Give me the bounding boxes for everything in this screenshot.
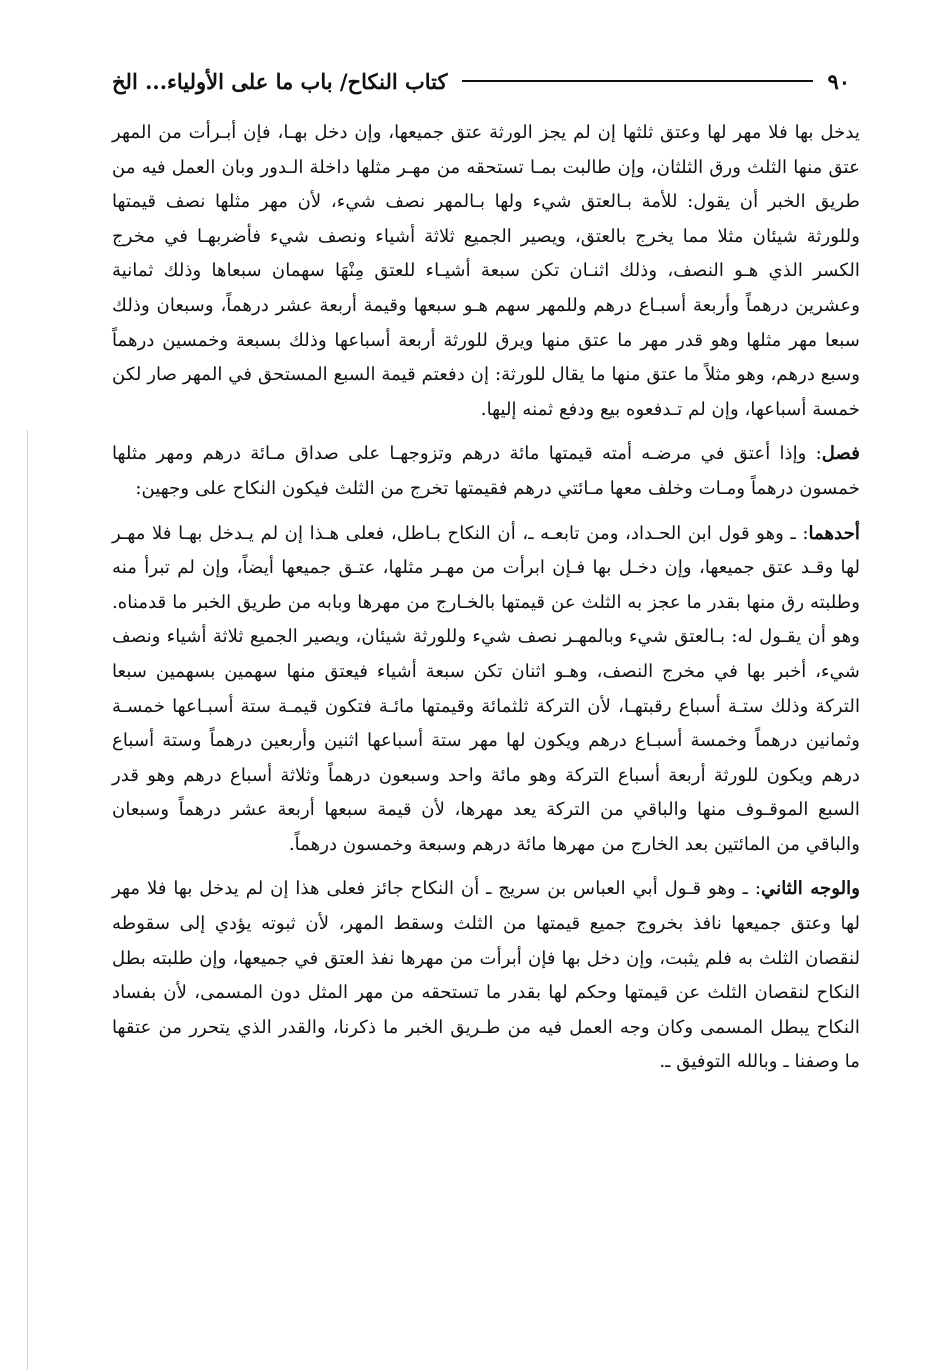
scan-margin-line <box>27 430 28 1370</box>
paragraph-text: : ـ وهو قـول أبي العباس بن سريج ـ أن النكاح جائز فعلى هذا إن لم يدخل بها فلا مهر لها وعتق جميعها نافذ بخروج جميع قيمتها من الثلث وسقط المهر، لأن ثبوته يؤدي إلى سقوطه لنقصان الثلث به فلم يثبت، وإن دخل بها فإن أبرأت من مهرها نفذ العتق في جميعها، وإن طلبته بطل النكاح لنقصان الثلث عن قيمتها وحكم لها بقدر ما تستحقه من مهر المثل دون المسمى، لأن بفساد النكاح يبطل المسمى وكان وجه العمل فيه من طـريق الخبر ما ذكرنا، والقدر الذي يتحرر من عتقها ما وصفنا ـ وبالله التوفيق ـ. <box>112 878 860 1073</box>
running-title: كتاب النكاح/ باب ما على الأولياء... الخ <box>112 68 448 94</box>
paragraph-second-view <box>112 872 860 1080</box>
page-body <box>112 116 860 1080</box>
paragraph-text: يدخل بها فلا مهر لها وعتق ثلثها إن لم يجز الورثة عتق جميعها، وإن دخل بهـا، فإن أبـرأت من المهر عتق منها الثلث ورق الثلثان، وإن طالبت بمـا تستحقه من مهـر مثلها داخلة الـدور وبان العمل فيه من طريق الخبر أن يقول: للأمة بـالعتق شيء ولها بـالمهر نصف شيء، لأن مهر مثلها نصف قيمتها وللورثة شيئان مثلا مما يخرج بالعتق، ويصير الجميع ثلاثة أشياء ونصف شيء فأضربهـا في مخرج الكسر الذي هـو النصف، وذلك اثنـان تكن سبعة أشيـاء للعتق مِنْهَا سهمان سبعاها وذلك ثمانية وعشرين درهماً وأربعة أسبـاع درهم وللمهر سهم هـو سبعها وقيمة أربعة عشر درهماً، وسبعان وذلك سبعا مهر مثلها وهو قدر مهر ما عتق منها ويرق للورثة أربعة أسباعها وذلك بسبعة وخمسين درهماً وسبع درهم، وهو مثلاً ما عتق منها ما يقال للورثة: إن دفعتم قيمة السبع المستحق في المهر صار لكن خمسة أسباعها، وإن لم تـدفعوه بيع ودفع ثمنه إليها. <box>112 122 860 420</box>
paragraph-fasl <box>112 437 860 506</box>
running-header <box>112 64 850 98</box>
header-rule <box>462 80 814 82</box>
paragraph-first-view <box>112 517 860 863</box>
paragraph-lead: والوجه الثاني <box>760 878 860 900</box>
paragraph-lead: أحدهما <box>808 522 860 544</box>
paragraph-lead: فصل <box>821 443 860 465</box>
paragraph-text: : ـ وهو قول ابن الحـداد، ومن تابعـه ـ، أن النكاح بـاطل، فعلى هـذا إن لم يـدخل بهـا فلا مهـر لها وقـد عتق جميعها، وإن دخـل بها فـإن ابرأت من مهـر مثلها، عتـق جميعها أيضاً، وإن لم تبرأ منه وطلبته رق منها بقدر ما عجز به الثلث عن قيمتها بالخـارج من مهرها وبابه من طريق الخبر ما قدمناه. وهو أن يقـول له: بـالعتق شيء وبالمهـر نصف شيء وللورثة شيئان، ويصير الجميع ثلاثة أشياء ونصف شيء، أخبر بها في مخرج النصف، وهـو اثنان تكن سبعة أشياء فيعتق منها سهمين بسهمين سبعا التركة وذلك ستـة أسباع رقبتهـا، لأن التركة ثلثمائة وقيمتها مائـة فتكون قيمـة ستة أسبـاعها خمسـة وثمانين درهماً وخمسة أسبـاع درهم ويكون لها مهر ستة أسباعها اثنين وأربعين درهماً وستة أسباع درهم ويكون للورثة أربعة أسباع التركة وهو مائة واحد وسبعون درهماً وثلاثة أسباع درهم وهو قدر السبع الموقـوف منها والباقي من التركة يعد مهرها، لأن قيمة سبعها أربعة عشر درهماً وسبعان والباقي من المائتين بعد الخارج من مهرها مائة درهم وسبعة وخمسون درهماً. <box>112 522 860 855</box>
page-number: ٩٠ <box>827 68 850 94</box>
paragraph-continuation <box>112 116 860 427</box>
paragraph-text: : وإذا أعتق في مرضـه أمته قيمتها مائة درهم وتزوجهـا على صداق مـائة درهم ومهر مثلها خمسون درهماً ومـات وخلف معها مـائتي درهم فقيمتها تخرج من الثلث فيكون النكاح على وجهين: <box>112 443 860 499</box>
